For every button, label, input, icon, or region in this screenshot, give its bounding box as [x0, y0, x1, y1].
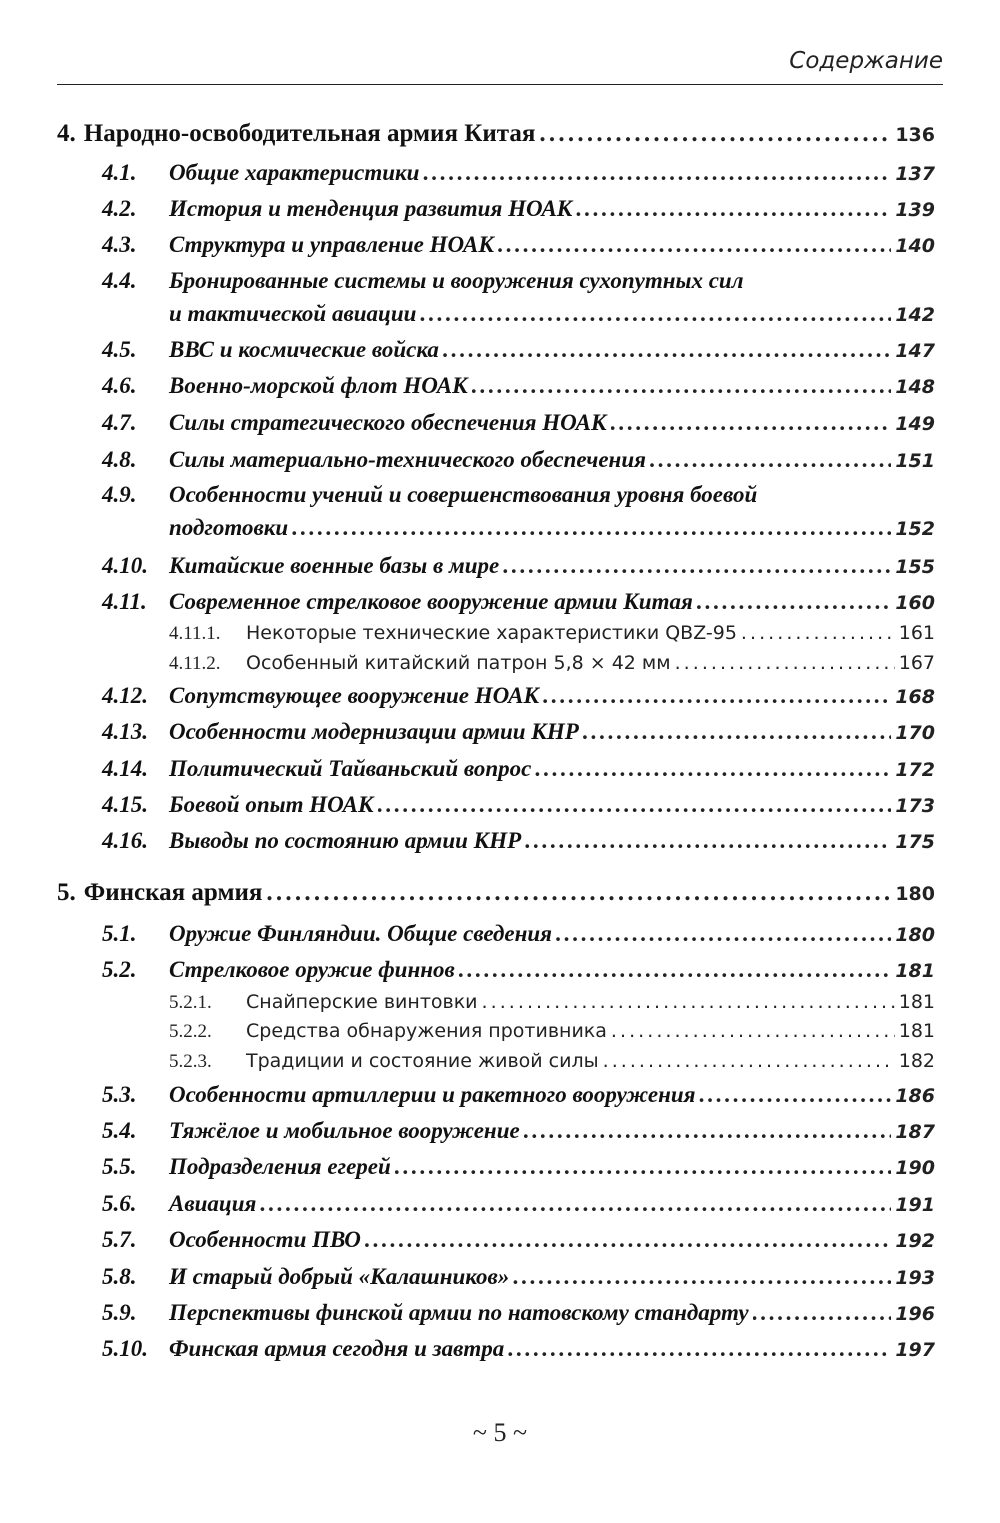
dot-leader — [525, 829, 891, 852]
toc-section-4-8 — [102, 448, 935, 471]
toc-section-4-5 — [102, 338, 935, 361]
section-title: Оружие Финляндии. Общие сведения — [169, 921, 552, 946]
section-title: Китайские военные базы в мире — [169, 553, 500, 578]
section-title: Политический Тайваньский вопрос — [169, 756, 532, 781]
page-ref: 181 — [898, 991, 935, 1013]
toc-section-4-11 — [102, 590, 935, 613]
section-title: Общие характеристики — [169, 160, 420, 185]
dot-leader — [292, 516, 891, 539]
section-title: Бронированные системы и вооружения сухопутных сил — [169, 268, 744, 293]
toc-section-4-9-cont — [169, 516, 935, 539]
toc-section-5-5 — [102, 1155, 935, 1178]
toc-section-5-3 — [102, 1083, 935, 1106]
section-number: 4.4. — [102, 268, 137, 293]
toc-section-4-13 — [102, 720, 935, 743]
toc-section-5-9 — [102, 1301, 935, 1324]
dot-leader — [378, 793, 892, 816]
toc-section-4-14 — [102, 757, 935, 780]
section-title: Подразделения егерей — [169, 1154, 391, 1179]
section-number: 5.1. — [102, 921, 137, 946]
page-ref: 140 — [895, 235, 935, 257]
page-ref: 180 — [895, 883, 935, 905]
dot-leader — [420, 302, 891, 325]
toc-section-5-7 — [102, 1228, 935, 1251]
section-number: 5.3. — [102, 1082, 137, 1107]
section-title: История и тенденция развития НОАК — [169, 196, 573, 221]
subsection-title: Традиции и состояние живой силы — [246, 1050, 599, 1072]
section-number: 4.5. — [102, 337, 137, 362]
section-title: Структура и управление НОАК — [169, 232, 494, 257]
page-ref: 181 — [895, 960, 935, 982]
chapter-number: 5. — [57, 879, 76, 906]
section-number: 4.7. — [102, 410, 137, 435]
section-number: 4.3. — [102, 232, 137, 257]
page-ref: 197 — [895, 1339, 935, 1361]
dot-leader — [482, 993, 895, 1012]
toc-section-4-15 — [102, 793, 935, 816]
page-ref: 190 — [895, 1157, 935, 1179]
page-ref: 148 — [895, 376, 935, 398]
section-title: Перспективы финской армии по натовскому стандарту — [169, 1300, 749, 1325]
page-ref: 147 — [895, 340, 935, 362]
page-ref: 196 — [895, 1303, 935, 1325]
section-number: 5.8. — [102, 1264, 137, 1289]
dot-leader — [423, 161, 891, 184]
dot-leader — [459, 958, 892, 981]
page-ref: 152 — [895, 518, 935, 540]
toc-section-5-8 — [102, 1265, 935, 1288]
page-ref: 192 — [895, 1230, 935, 1252]
section-number: 4.2. — [102, 196, 137, 221]
dot-leader — [395, 1155, 892, 1178]
section-title: Особенности артиллерии и ракетного вооружения — [169, 1082, 696, 1107]
dot-leader — [556, 922, 891, 945]
toc-section-4-12 — [102, 684, 935, 707]
page-ref: 175 — [895, 831, 935, 853]
toc-subsection-5-2-1 — [169, 993, 935, 1012]
section-number: 4.16. — [102, 828, 148, 853]
toc-section-5-1 — [102, 922, 935, 945]
section-number: 4.6. — [102, 373, 137, 398]
page-ref: 137 — [895, 163, 935, 185]
page-ref: 172 — [895, 759, 935, 781]
dot-leader — [498, 233, 891, 256]
section-title: Стрелковое оружие финнов — [169, 957, 455, 982]
page-ref: 170 — [895, 722, 935, 744]
dot-leader — [535, 757, 891, 780]
page-ref: 151 — [895, 450, 935, 472]
section-title: Боевой опыт НОАК — [169, 792, 374, 817]
page-ref: 187 — [895, 1121, 935, 1143]
section-number: 4.9. — [102, 482, 137, 507]
dot-leader — [472, 374, 892, 397]
subsection-number: 5.2.3. — [169, 1051, 212, 1072]
dot-leader — [611, 1022, 895, 1041]
section-number: 5.9. — [102, 1300, 137, 1325]
page-ref: 160 — [895, 592, 935, 614]
toc-subsection-5-2-3 — [169, 1052, 935, 1071]
page-ref: 167 — [898, 652, 935, 674]
running-title: Содержание — [789, 48, 943, 74]
page-ref: 139 — [895, 199, 935, 221]
toc-section-4-3 — [102, 233, 935, 256]
toc-section-4-9 — [102, 483, 757, 506]
subsection-number: 4.11.2. — [169, 653, 221, 674]
dot-leader — [508, 1337, 891, 1360]
dot-leader — [650, 448, 891, 471]
dot-leader — [260, 1192, 891, 1215]
chapter-title: Финская армия — [83, 879, 263, 906]
dot-leader — [699, 1083, 891, 1106]
dot-leader — [513, 1265, 891, 1288]
section-number: 4.15. — [102, 792, 148, 817]
page-number: ~ 5 ~ — [472, 1418, 528, 1447]
page-ref: 193 — [895, 1267, 935, 1289]
page-ref: 191 — [895, 1194, 935, 1216]
section-title: Финская армия сегодня и завтра — [169, 1336, 505, 1361]
subsection-number: 4.11.1. — [169, 623, 221, 644]
dot-leader — [443, 338, 891, 361]
page-ref: 186 — [895, 1085, 935, 1107]
page-ref: 142 — [895, 304, 935, 326]
toc-section-5-10 — [102, 1337, 935, 1360]
dot-leader — [753, 1301, 892, 1324]
dot-leader — [741, 624, 895, 643]
section-title: И старый добрый «Калашников» — [169, 1264, 510, 1289]
section-title: Современное стрелковое вооружение армии Китая — [169, 589, 693, 614]
dot-leader — [543, 684, 891, 707]
page-header — [57, 48, 943, 85]
dot-leader — [266, 880, 891, 905]
toc-section-4-16 — [102, 829, 935, 852]
toc-section-4-2 — [102, 197, 935, 220]
chapter-number: 4. — [57, 120, 76, 147]
dot-leader — [583, 720, 892, 743]
section-title-cont: и тактической авиации — [169, 301, 417, 326]
toc-section-5-6 — [102, 1192, 935, 1215]
toc-subsection-4-11-1 — [169, 624, 935, 643]
dot-leader — [697, 590, 892, 613]
page-ref: 181 — [898, 1020, 935, 1042]
section-number: 4.13. — [102, 719, 148, 744]
page-ref: 161 — [898, 622, 935, 644]
page-ref: 168 — [895, 686, 935, 708]
section-number: 5.6. — [102, 1191, 137, 1216]
section-title-cont: подготовки — [169, 515, 289, 540]
subsection-title: Некоторые технические характеристики QBZ-95 — [246, 622, 737, 644]
toc-section-4-7 — [102, 411, 935, 434]
dot-leader — [611, 411, 892, 434]
toc-chapter-4 — [57, 121, 935, 146]
section-number: 5.2. — [102, 957, 137, 982]
page-ref: 149 — [895, 413, 935, 435]
dot-leader — [365, 1228, 891, 1251]
dot-leader — [603, 1052, 895, 1071]
section-number: 5.7. — [102, 1227, 137, 1252]
toc-section-5-2 — [102, 958, 935, 981]
section-number: 5.4. — [102, 1118, 137, 1143]
section-number: 4.10. — [102, 553, 148, 578]
section-title: Выводы по состоянию армии КНР — [169, 828, 522, 853]
subsection-title: Особенный китайский патрон 5,8 × 42 мм — [246, 652, 671, 674]
section-number: 5.10. — [102, 1336, 148, 1361]
chapter-title: Народно-освободительная армия Китая — [83, 120, 536, 147]
dot-leader — [524, 1119, 892, 1142]
toc-section-4-10 — [102, 554, 935, 577]
subsection-title: Средства обнаружения противника — [246, 1020, 607, 1042]
page-ref: 173 — [895, 795, 935, 817]
toc-section-4-4 — [102, 269, 744, 292]
section-title: Силы стратегического обеспечения НОАК — [169, 410, 607, 435]
section-number: 4.14. — [102, 756, 148, 781]
dot-leader — [576, 197, 891, 220]
subsection-title: Снайперские винтовки — [246, 991, 478, 1013]
section-number: 4.8. — [102, 447, 137, 472]
section-title: Сопутствующее вооружение НОАК — [169, 683, 540, 708]
toc-subsection-5-2-2 — [169, 1022, 935, 1041]
toc-section-4-6 — [102, 374, 935, 397]
section-number: 5.5. — [102, 1154, 137, 1179]
section-title: Тяжёлое и мобильное вооружение — [169, 1118, 520, 1143]
section-number: 4.11. — [102, 589, 147, 614]
section-number: 4.12. — [102, 683, 148, 708]
toc-section-4-1 — [102, 161, 935, 184]
page-ref: 155 — [895, 556, 935, 578]
dot-leader — [539, 121, 891, 146]
toc-section-4-4-cont — [169, 302, 935, 325]
page-ref: 182 — [898, 1050, 935, 1072]
toc-subsection-4-11-2 — [169, 654, 935, 673]
dot-leader — [675, 654, 895, 673]
page-ref: 136 — [895, 124, 935, 146]
subsection-number: 5.2.1. — [169, 992, 212, 1013]
section-title: ВВС и космические войска — [169, 337, 439, 362]
section-number: 4.1. — [102, 160, 137, 185]
section-title: Особенности ПВО — [169, 1227, 361, 1252]
section-title: Особенности модернизации армии КНР — [169, 719, 579, 744]
page-ref: 180 — [895, 924, 935, 946]
section-title: Военно-морской флот НОАК — [169, 373, 468, 398]
dot-leader — [503, 554, 891, 577]
subsection-number: 5.2.2. — [169, 1021, 212, 1042]
section-title: Особенности учений и совершенствования уровня боевой — [169, 482, 758, 507]
section-title: Авиация — [169, 1191, 257, 1216]
section-title: Силы материально-технического обеспечения — [169, 447, 646, 472]
toc-section-5-4 — [102, 1119, 935, 1142]
toc-chapter-5 — [57, 880, 935, 905]
